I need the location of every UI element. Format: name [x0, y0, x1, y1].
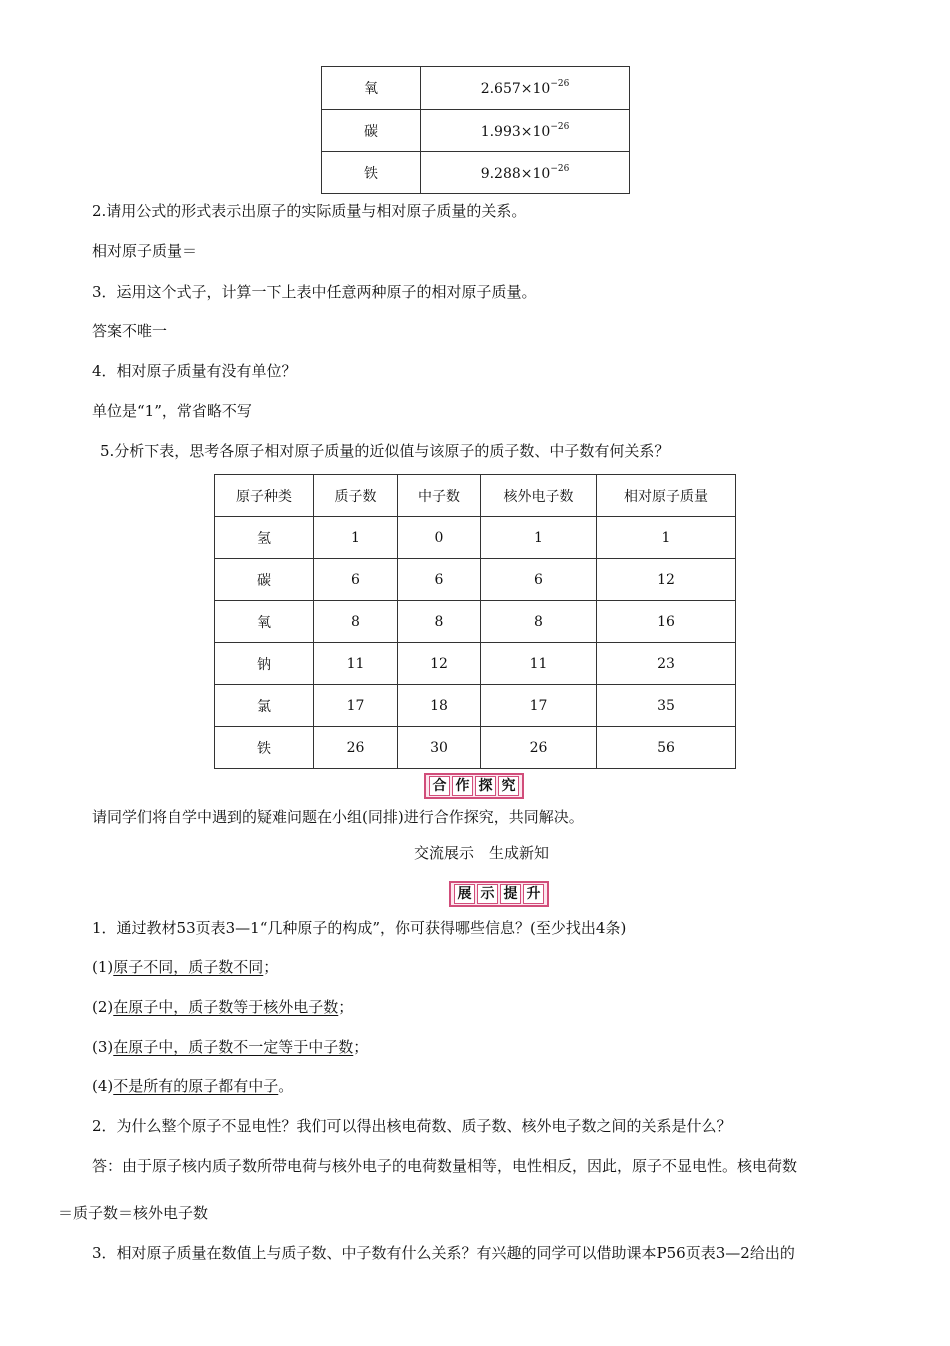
- point-1-item: (2)在原子中，质子数等于核外电子数；: [92, 998, 354, 1016]
- mass-cell: $2.657\times 10^{-26}$: [421, 67, 630, 110]
- mass-cell: $9.288\times 10^{-26}$: [421, 152, 630, 194]
- table-cell: 26: [314, 727, 398, 769]
- table-cell: 铁: [215, 727, 314, 769]
- table-cell: 12: [597, 559, 736, 601]
- point-1-item: (4)不是所有的原子都有中子。: [92, 1077, 294, 1095]
- subheading: 交流展示 生成新知: [414, 844, 550, 862]
- table-row: [215, 727, 736, 769]
- table-cell: 6: [398, 559, 481, 601]
- table-cell: 6: [481, 559, 597, 601]
- question-4: 4．相对原子质量有没有单位？: [92, 362, 297, 380]
- table-cell: 8: [481, 601, 597, 643]
- table-cell: 35: [597, 685, 736, 727]
- cooperate-text: 请同学们将自学中遇到的疑难问题在小组(同排)进行合作探究，共同解决。: [92, 808, 584, 826]
- table-cell: 12: [398, 643, 481, 685]
- answer-2: 相对原子质量＝: [92, 242, 198, 260]
- table-row: [215, 685, 736, 727]
- table-cell: 氧: [215, 601, 314, 643]
- table-row: [215, 559, 736, 601]
- table-header-row: [215, 475, 736, 517]
- question-5: 5.分析下表，思考各原子相对原子质量的近似值与该原子的质子数、中子数有何关系？: [100, 442, 670, 460]
- section-badge-cooperate: [424, 773, 524, 799]
- header-cell: 质子数: [314, 475, 398, 517]
- table-cell: 6: [314, 559, 398, 601]
- table-cell: 16: [597, 601, 736, 643]
- table-cell: 17: [314, 685, 398, 727]
- badge-char: 提: [500, 884, 521, 904]
- element-cell: 氧: [322, 67, 421, 110]
- table-cell: 8: [398, 601, 481, 643]
- table-cell: 56: [597, 727, 736, 769]
- badge-char: 升: [523, 884, 544, 904]
- table-cell: 30: [398, 727, 481, 769]
- atom-composition-table: [214, 474, 736, 769]
- header-cell: 核外电子数: [481, 475, 597, 517]
- header-cell: 原子种类: [215, 475, 314, 517]
- badge-char: 展: [454, 884, 475, 904]
- badge-char: 作: [452, 776, 473, 796]
- table-cell: 11: [481, 643, 597, 685]
- header-cell: 中子数: [398, 475, 481, 517]
- table-cell: 氯: [215, 685, 314, 727]
- point-2: 2．为什么整个原子不显电性？我们可以得出核电荷数、质子数、核外电子数之间的关系是什么？: [92, 1117, 732, 1135]
- header-cell: 相对原子质量: [597, 475, 736, 517]
- table-cell: 26: [481, 727, 597, 769]
- point-1-item: (1)原子不同，质子数不同；: [92, 958, 279, 976]
- table-cell: 8: [314, 601, 398, 643]
- badge-char: 究: [498, 776, 519, 796]
- table-cell: 氢: [215, 517, 314, 559]
- section-badge-show: [449, 881, 549, 907]
- point-1-item: (3)在原子中，质子数不一定等于中子数；: [92, 1038, 369, 1056]
- atom-mass-table: [321, 66, 630, 194]
- point-1: 1．通过教材53页表3—1“几种原子的构成”，你可获得哪些信息？(至少找出4条): [92, 919, 627, 937]
- table-row: [322, 67, 630, 110]
- table-cell: 0: [398, 517, 481, 559]
- element-cell: 铁: [322, 152, 421, 194]
- question-3: 3．运用这个式子，计算一下上表中任意两种原子的相对原子质量。: [92, 283, 537, 301]
- table-cell: 钠: [215, 643, 314, 685]
- point-3: 3．相对原子质量在数值上与质子数、中子数有什么关系？有兴趣的同学可以借助课本P56页表3—2给出的: [92, 1244, 795, 1262]
- table-row: [322, 152, 630, 194]
- table-row: [215, 643, 736, 685]
- table-cell: 1: [597, 517, 736, 559]
- badge-char: 合: [429, 776, 450, 796]
- table-cell: 17: [481, 685, 597, 727]
- table-row: [215, 517, 736, 559]
- question-2: 2.请用公式的形式表示出原子的实际质量与相对原子质量的关系。: [92, 202, 527, 220]
- point-2-answer-cont: ＝质子数＝核外电子数: [58, 1204, 209, 1222]
- table-cell: 碳: [215, 559, 314, 601]
- answer-4: 单位是“1”，常省略不写: [92, 402, 252, 420]
- mass-cell: $1.993\times 10^{-26}$: [421, 110, 630, 152]
- point-2-answer: 答：由于原子核内质子数所带电荷与核外电子的电荷数量相等，电性相反，因此，原子不显电性。核电荷数: [92, 1157, 798, 1175]
- answer-3: 答案不唯一: [92, 322, 168, 340]
- table-cell: 18: [398, 685, 481, 727]
- table-cell: 1: [481, 517, 597, 559]
- table-cell: 1: [314, 517, 398, 559]
- table-cell: 11: [314, 643, 398, 685]
- table-row: [322, 110, 630, 152]
- table-cell: 23: [597, 643, 736, 685]
- badge-char: 探: [475, 776, 496, 796]
- badge-char: 示: [477, 884, 498, 904]
- table-row: [215, 601, 736, 643]
- element-cell: 碳: [322, 110, 421, 152]
